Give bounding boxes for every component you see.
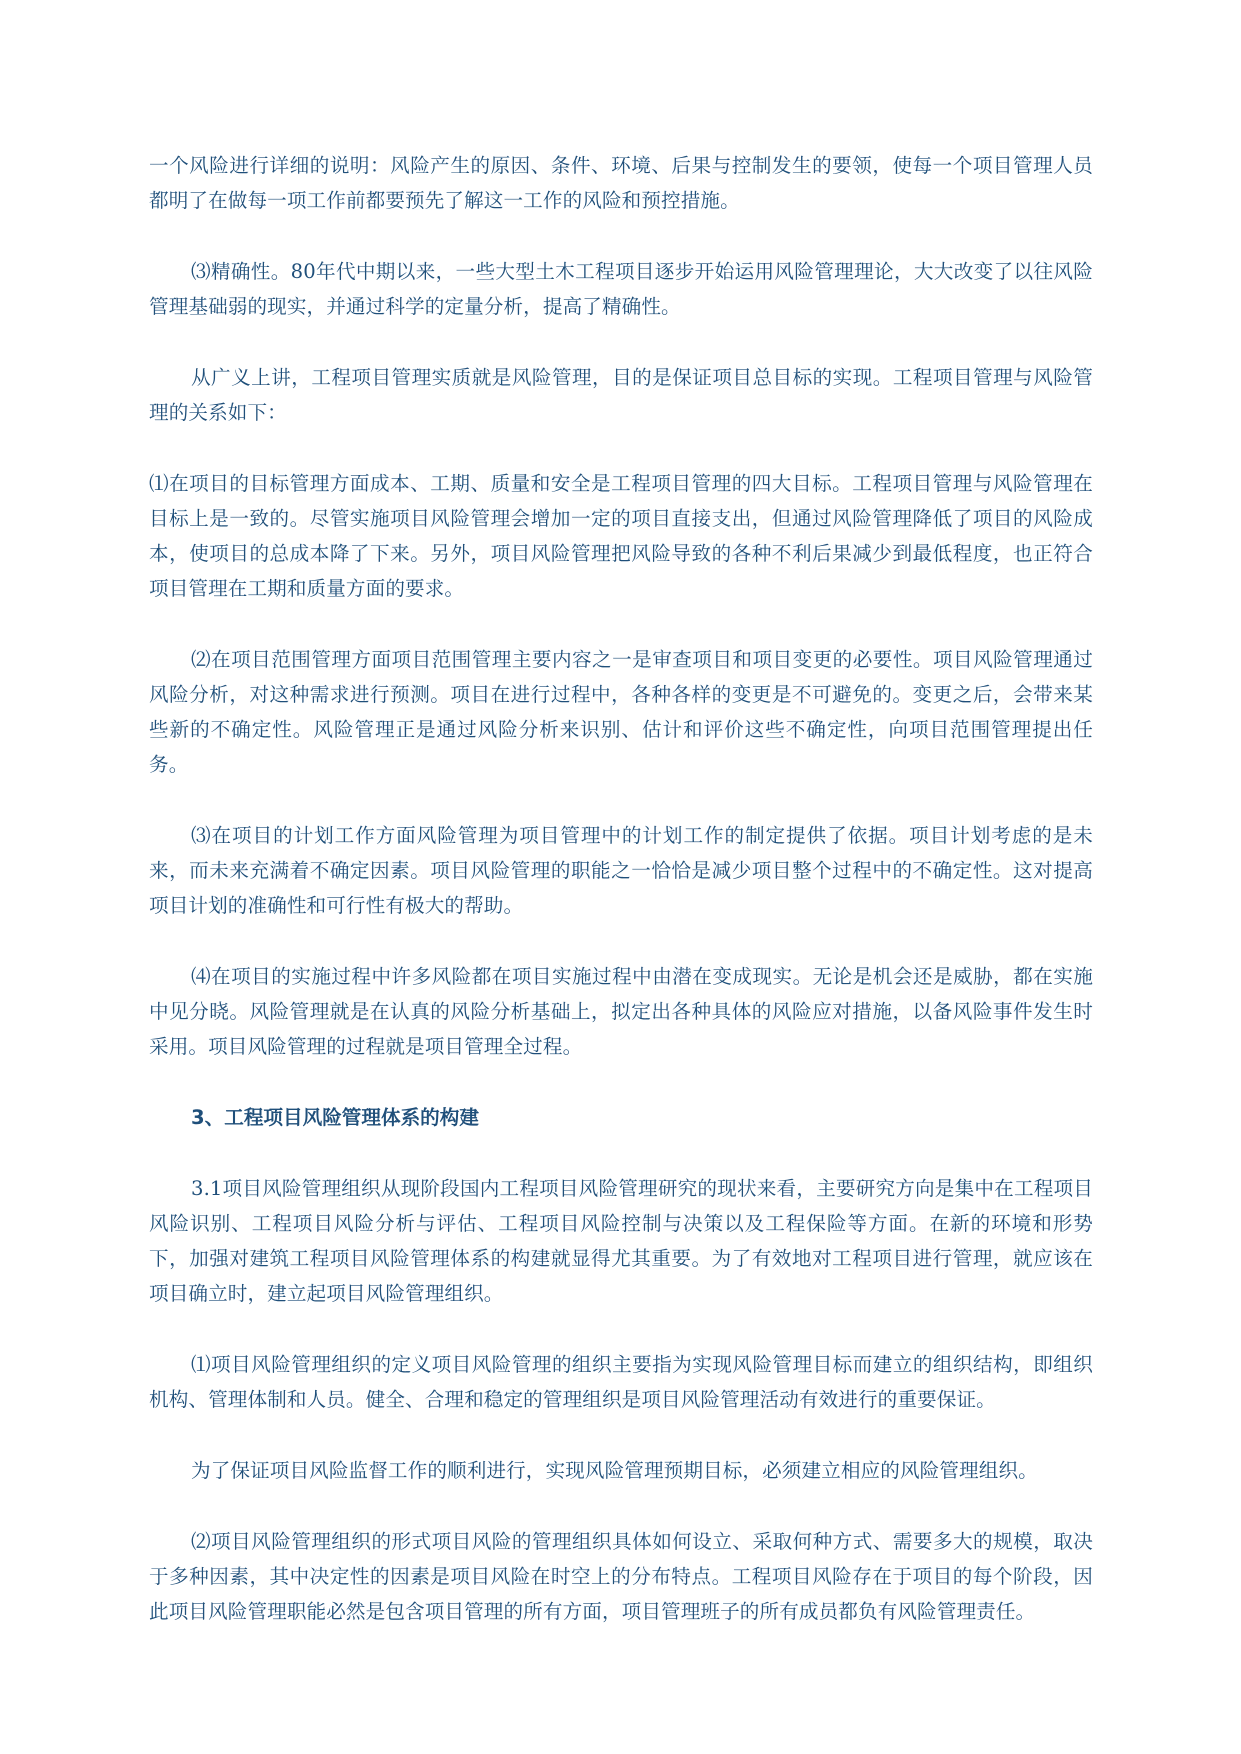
paragraph-objective-management: ⑴在项目的目标管理方面成本、工期、质量和安全是工程项目管理的四大目标。工程项目管理与风险管理在目标上是一致的。尽管实施项目风险管理会增加一定的项目直接支出，但通过风险管理降低了项目的风险成本，使项目的总成本降了下来。另外，项目风险管理把风险导致的各种不利后果减少到最低程度，也正符合项目管理在工期和质量方面的要求。: [149, 472, 1093, 600]
paragraph-organization-definition: ⑴项目风险管理组织的定义项目风险管理的组织主要指为实现风险管理目标而建立的组织结构，即组织机构、管理体制和人员。健全、合理和稳定的管理组织是项目风险管理活动有效进行的重要保证。: [149, 1353, 1093, 1411]
paragraph-scope-management: ⑵在项目范围管理方面项目范围管理主要内容之一是审查项目和项目变更的必要性。项目风险管理通过风险分析，对这种需求进行预测。项目在进行过程中，各种各样的变更是不可避免的。变更之后，会带来某些新的不确定性。风险管理正是通过风险分析来识别、估计和评价这些不确定性，向项目范围管理提出任务。: [149, 648, 1093, 776]
paragraph-risk-explanation: 一个风险进行详细的说明：风险产生的原因、条件、环境、后果与控制发生的要领，使每一个项目管理人员都明了在做每一项工作前都要预先了解这一工作的风险和预控措施。: [149, 154, 1093, 212]
paragraph-supervision: 为了保证项目风险监督工作的顺利进行，实现风险管理预期目标，必须建立相应的风险管理组织。: [191, 1459, 1038, 1482]
paragraph-broad-sense: 从广义上讲，工程项目管理实质就是风险管理，目的是保证项目总目标的实现。工程项目管理与风险管理的关系如下：: [149, 366, 1093, 424]
paragraph-precision: ⑶精确性。80年代中期以来，一些大型土木工程项目逐步开始运用风险管理理论，大大改变了以往风险管理基础弱的现实，并通过科学的定量分析，提高了精确性。: [149, 260, 1093, 318]
paragraph-planning-work: ⑶在项目的计划工作方面风险管理为项目管理中的计划工作的制定提供了依据。项目计划考虑的是未来，而未来充满着不确定因素。项目风险管理的职能之一恰恰是减少项目整个过程中的不确定性。这对提高项目计划的准确性和可行性有极大的帮助。: [149, 824, 1093, 917]
paragraph-risk-organization: 3.1项目风险管理组织从现阶段国内工程项目风险管理研究的现状来看，主要研究方向是集中在工程项目风险识别、工程项目风险分析与评估、工程项目风险控制与决策以及工程保险等方面。在新的环境和形势下，加强对建筑工程项目风险管理体系的构建就显得尤其重要。为了有效地对工程项目进行管理，就应该在项目确立时，建立起项目风险管理组织。: [149, 1177, 1093, 1305]
section-heading: 3、工程项目风险管理体系的构建: [191, 1106, 479, 1129]
document-page: [149, 148, 1093, 1665]
paragraph-implementation: ⑷在项目的实施过程中许多风险都在项目实施过程中由潜在变成现实。无论是机会还是威胁，都在实施中见分晓。风险管理就是在认真的风险分析基础上，拟定出各种具体的风险应对措施，以备风险事件发生时采用。项目风险管理的过程就是项目管理全过程。: [149, 965, 1093, 1058]
paragraph-organization-form: ⑵项目风险管理组织的形式项目风险的管理组织具体如何设立、采取何种方式、需要多大的规模，取决于多种因素，其中决定性的因素是项目风险在时空上的分布特点。工程项目风险存在于项目的每个阶段，因此项目风险管理职能必然是包含项目管理的所有方面，项目管理班子的所有成员都负有风险管理责任。: [149, 1530, 1093, 1623]
